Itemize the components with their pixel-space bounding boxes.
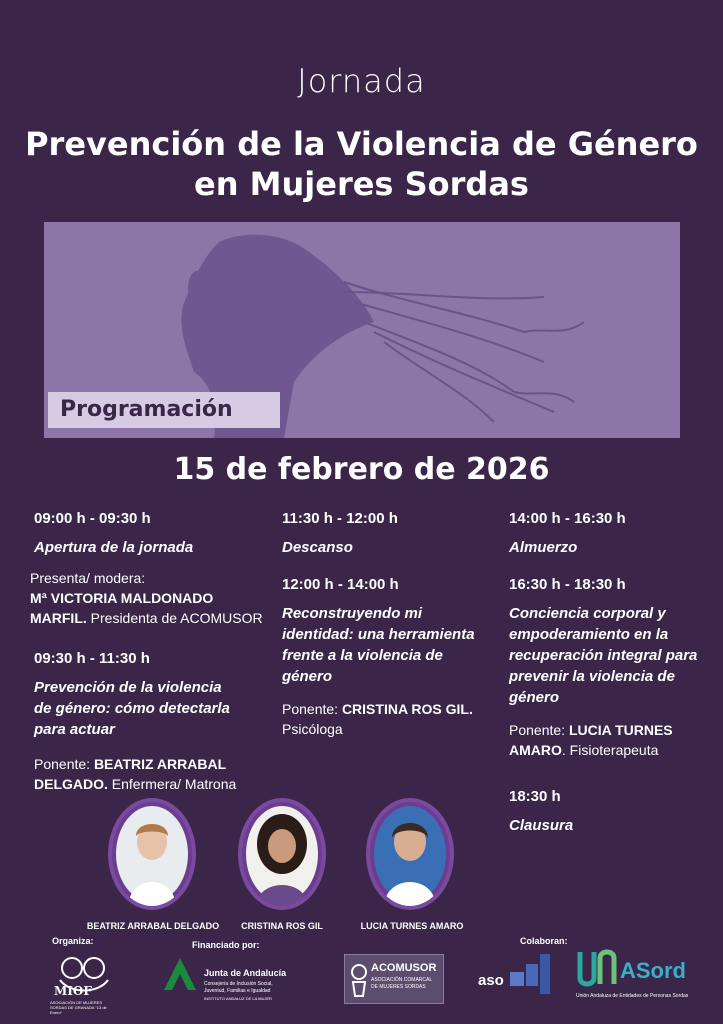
speaker-photo-beatriz <box>108 798 196 910</box>
programacion-badge: Programación <box>48 392 280 428</box>
session-time: 16:30 h - 18:30 h <box>509 576 626 593</box>
session-info <box>34 754 264 794</box>
moderator-name: Mª VICTORIA MALDONADO MARFIL. <box>30 590 214 626</box>
junta-title: Junta de Andalucía <box>204 968 287 978</box>
speaker-role: Psicóloga <box>282 721 343 737</box>
session-topic: Prevención de la violencia de género: cómo detectarla para actuar <box>34 679 230 738</box>
person-avatar-icon <box>370 802 450 906</box>
session-topic: Conciencia corporal y empoderamiento en la recuperación integral para prevenir la violencia de género <box>509 605 698 706</box>
speaker-role: Enfermera/ Matrona <box>107 776 237 792</box>
info-prefix: Presenta/ modera: <box>30 570 146 586</box>
session-info <box>509 720 709 760</box>
page-title <box>0 124 723 204</box>
speaker-name-1: BEATRIZ ARRABAL DELGADO <box>86 921 220 931</box>
session-topic: Clausura <box>509 817 574 834</box>
title-line-1: Prevención de la Violencia de Género <box>25 125 698 163</box>
kicker: Jornada <box>297 62 426 100</box>
speaker-photo-cristina <box>238 798 326 910</box>
speaker-name: BEATRIZ ARRABAL DELGADO. <box>34 756 226 792</box>
fasord-text: ASord <box>620 958 686 983</box>
session-time: 12:00 h - 14:00 h <box>282 576 399 593</box>
acomusor-logo <box>344 954 444 1004</box>
fasord-subtitle: Unión Andaluza de Entidades de Personas Sordas <box>576 993 689 999</box>
asomal-emblem-icon <box>506 950 556 998</box>
junta-subtitle <box>204 981 273 1002</box>
session-time: 09:00 h - 09:30 h <box>34 510 151 527</box>
event-date: 15 de febrero de 2026 <box>173 452 550 487</box>
info-prefix: Ponente: <box>282 701 342 717</box>
speaker-photo-lucia <box>366 798 454 910</box>
speaker-role: . Fisioterapeuta <box>561 742 659 758</box>
schedule-column-2 <box>282 510 482 739</box>
session-time: 11:30 h - 12:00 h <box>282 510 398 527</box>
session-topic: Apertura de la jornada <box>34 539 194 556</box>
person-avatar-icon <box>112 802 192 906</box>
asomal-text: aso <box>478 972 504 989</box>
junta-emblem-icon <box>160 954 200 994</box>
junta-sub-3: INSTITUTO ANDALUZ DE LA MUJER <box>204 996 272 1001</box>
fasord-logo <box>576 946 706 1006</box>
organiza-label: Organiza: <box>52 936 94 946</box>
acomusor-emblem-icon <box>349 960 369 1000</box>
junta-andalucia-logo <box>160 950 290 1010</box>
acomusor-title: ACOMUSOR <box>371 962 437 974</box>
speaker-name-2: CRISTINA ROS GIL <box>241 921 323 931</box>
session-time: 09:30 h - 11:30 h <box>34 650 150 667</box>
miof-text: MIOF <box>54 984 92 998</box>
speaker-name: CRISTINA ROS GIL. <box>341 701 473 717</box>
schedule-column-3 <box>509 510 709 836</box>
session-topic: Descanso <box>282 539 353 556</box>
miof-subtitle: ASOCIACIÓN DE MUJERES SORDAS DE GRANADA "13 de Enero" <box>50 1000 107 1015</box>
fasord-emblem-icon <box>576 948 620 988</box>
moderator-role: Presidenta de ACOMUSOR <box>86 610 263 626</box>
acomusor-sub-1: ASOCIACIÓN COMARCAL <box>371 977 433 983</box>
info-prefix: Ponente: <box>34 756 94 772</box>
speaker-name: LUCIA TURNES AMARO <box>509 722 673 758</box>
asomal-logo <box>476 950 558 1000</box>
acomusor-subtitle <box>371 977 432 991</box>
acomusor-sub-2: DE MUJERES SORDAS <box>371 984 426 990</box>
session-info <box>30 568 264 628</box>
speaker-name-3: LUCIA TURNES AMARO <box>360 921 464 931</box>
junta-sub-2: Juventud, Familias e Igualdad <box>204 988 271 994</box>
colaboran-label: Colaboran: <box>520 936 568 946</box>
session-time: 18:30 h <box>509 788 561 805</box>
session-topic: Reconstruyendo mi identidad: una herramienta frente a la violencia de género <box>282 605 475 685</box>
session-time: 14:00 h - 16:30 h <box>509 510 626 527</box>
session-topic: Almuerzo <box>509 539 578 556</box>
financiado-label: Financiado por: <box>192 940 260 950</box>
session-info <box>282 699 482 739</box>
title-line-2: en Mujeres Sordas <box>194 165 529 203</box>
person-avatar-icon <box>242 802 322 906</box>
schedule-column-1 <box>30 510 264 794</box>
junta-sub-1: Consejería de Inclusión Social, <box>204 981 273 987</box>
info-prefix: Ponente: <box>509 722 569 738</box>
miof-logo <box>50 950 120 1014</box>
